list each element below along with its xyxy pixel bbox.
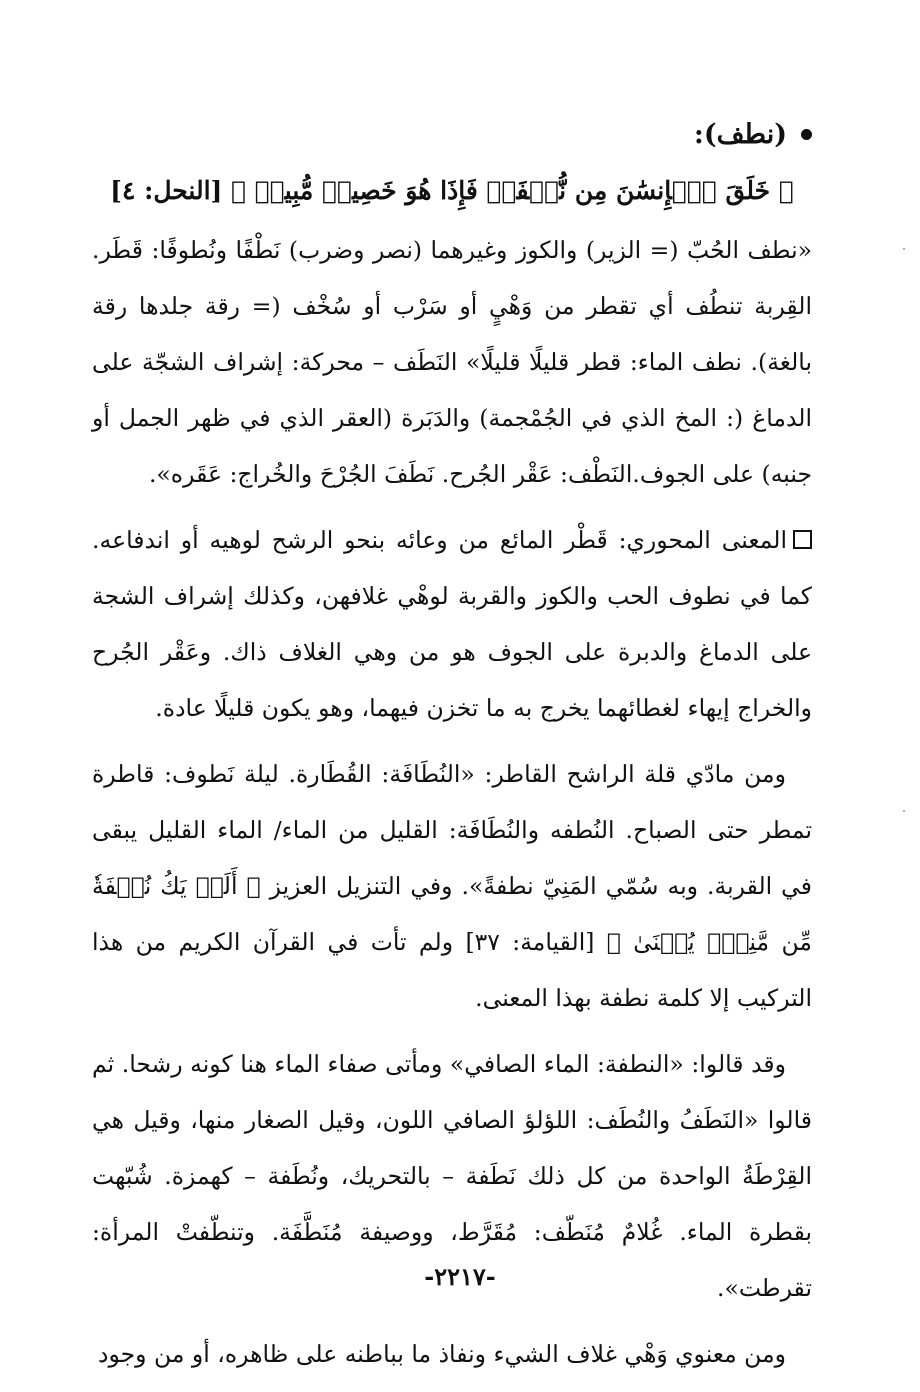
page-body xyxy=(92,108,812,1392)
entry-heading-text: (نطف): xyxy=(693,118,787,150)
scan-speck xyxy=(903,810,905,812)
bullet-icon xyxy=(801,129,812,140)
paragraph-pure-water: وقد قالوا: «النطفة: الماء الصافي» ومأتى صفاء الماء هنا كونه رشحا. ثم قالوا «النَطَفُ والنُطَف: اللؤلؤ الصافي اللون، وقيل الصغار منها، وقيل هي القِرْطَةُ الواحدة من كل ذلك نَطَفة – بالتحريك، ونُطَفة – كهمزة. شُبّهت بقطرة الماء. غُلامٌ مُنَطّف: مُقَرَّط، ووصيفة مُنَطَّفَة. وتنطّفتْ المرأة: تقرطت». xyxy=(92,1050,812,1302)
paragraph-core-meaning xyxy=(92,512,812,736)
paragraph-continuation: ومن معنوي وَهْي غلاف الشيء ونفاذ ما بباطنه على ظاهره، أو من وجود xyxy=(98,1340,786,1368)
page-number: -٢٢١٧- xyxy=(424,1262,496,1291)
paragraph-definition: «نطف الحُبّ (= الزير) والكوز وغيرهما (نصر وضرب) نَطْفًا ونُطوفًا: قَطَر. القِربة تنطُف أي تقطر من وَهْيٍ أو سَرْب أو سُخْف (= رقة جلدها رقة بالغة). نطف الماء: قطر قليلًا قليلًا» النَطَف – محركة: إشراف الشجّة على الدماغ (: المخ الذي في الجُمْجمة) والدَبَرة (العقر الذي في ظهر الجمل أو جنبه) على الجوف.النَطْف: عَقْر الجُرح. نَطَفَ الجُرْحَ والخُراج: عَقَره». xyxy=(92,236,812,488)
entry-heading xyxy=(92,108,812,160)
paragraph-core-meaning-text: المعنى المحوري: قَطْر المائع من وعائه بنحو الرشح لوهيه أو اندفاعه. كما في نطوف الحب والكوز والقربة لوهْي غلافهن، وكذلك إشراف الشجة على الدماغ والدبرة على الجوف هو من وهي الغلاف ذاك. وعَقْر الجُرح والخراج إيهاء لغطائهما يخرج به ما تخزن فيهما، وهو يكون قليلًا عادة. xyxy=(92,526,812,722)
paragraph-material-usage: ومن مادّي قلة الراشح القاطر: «النُطَافَة: القُطَارة. ليلة نَطوف: قاطرة تمطر حتى الصباح. النُطفه والنُطَافَة: القليل من الماء/ الماء القليل يبقى في القربة. وبه سُمّي المَنِيّ نطفةً». وفي التنزيل العزيز ﴿ أَلَمۡ يَكُ نُطۡفَةٗ مِّن مَّنِيّٖ يُمۡنَىٰ ﴾ [القيامة: ٣٧] ولم تأت في القرآن الكريم من هذا التركيب إلا كلمة نطفة بهذا المعنى. xyxy=(92,760,812,1012)
square-box-icon xyxy=(793,530,812,549)
quran-verse: ﴿ خَلَقَ ٱلۡإِنسَٰنَ مِن نُّطۡفَةٖ فَإِذَا هُوَ خَصِيمٞ مُّبِينٞ ﴾ [النحل: ٤] xyxy=(110,176,794,205)
scan-speck xyxy=(903,248,905,250)
